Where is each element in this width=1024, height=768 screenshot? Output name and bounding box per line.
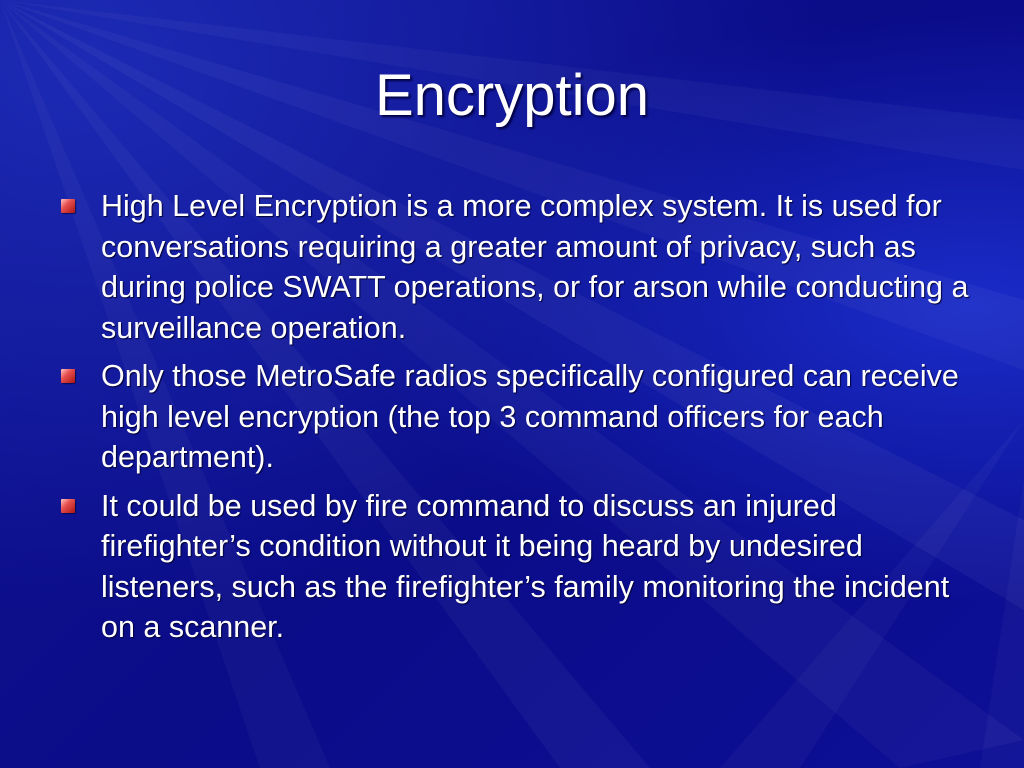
red-square-bullet-icon <box>61 499 75 513</box>
red-square-bullet-icon <box>61 199 75 213</box>
bullet-item <box>56 486 974 648</box>
bullet-item <box>56 356 974 478</box>
bullet-item <box>56 186 974 348</box>
red-square-bullet-icon <box>61 369 75 383</box>
bullet-list <box>56 186 974 656</box>
bullet-text: High Level Encryption is a more complex system. It is used for conversations requiring a greater amount of privacy, such as during police SWATT operations, or for arson while conducting a surveillance operation. <box>101 189 969 345</box>
bullet-text: Only those MetroSafe radios specifically configured can receive high level encryption (the top 3 command officers for each department). <box>101 359 959 474</box>
slide-title: Encryption <box>374 63 650 128</box>
bullet-text: It could be used by fire command to discuss an injured firefighter’s condition without it being heard by undesired listeners, such as the firefighter’s family monitoring the incident on a scanner. <box>101 488 950 644</box>
